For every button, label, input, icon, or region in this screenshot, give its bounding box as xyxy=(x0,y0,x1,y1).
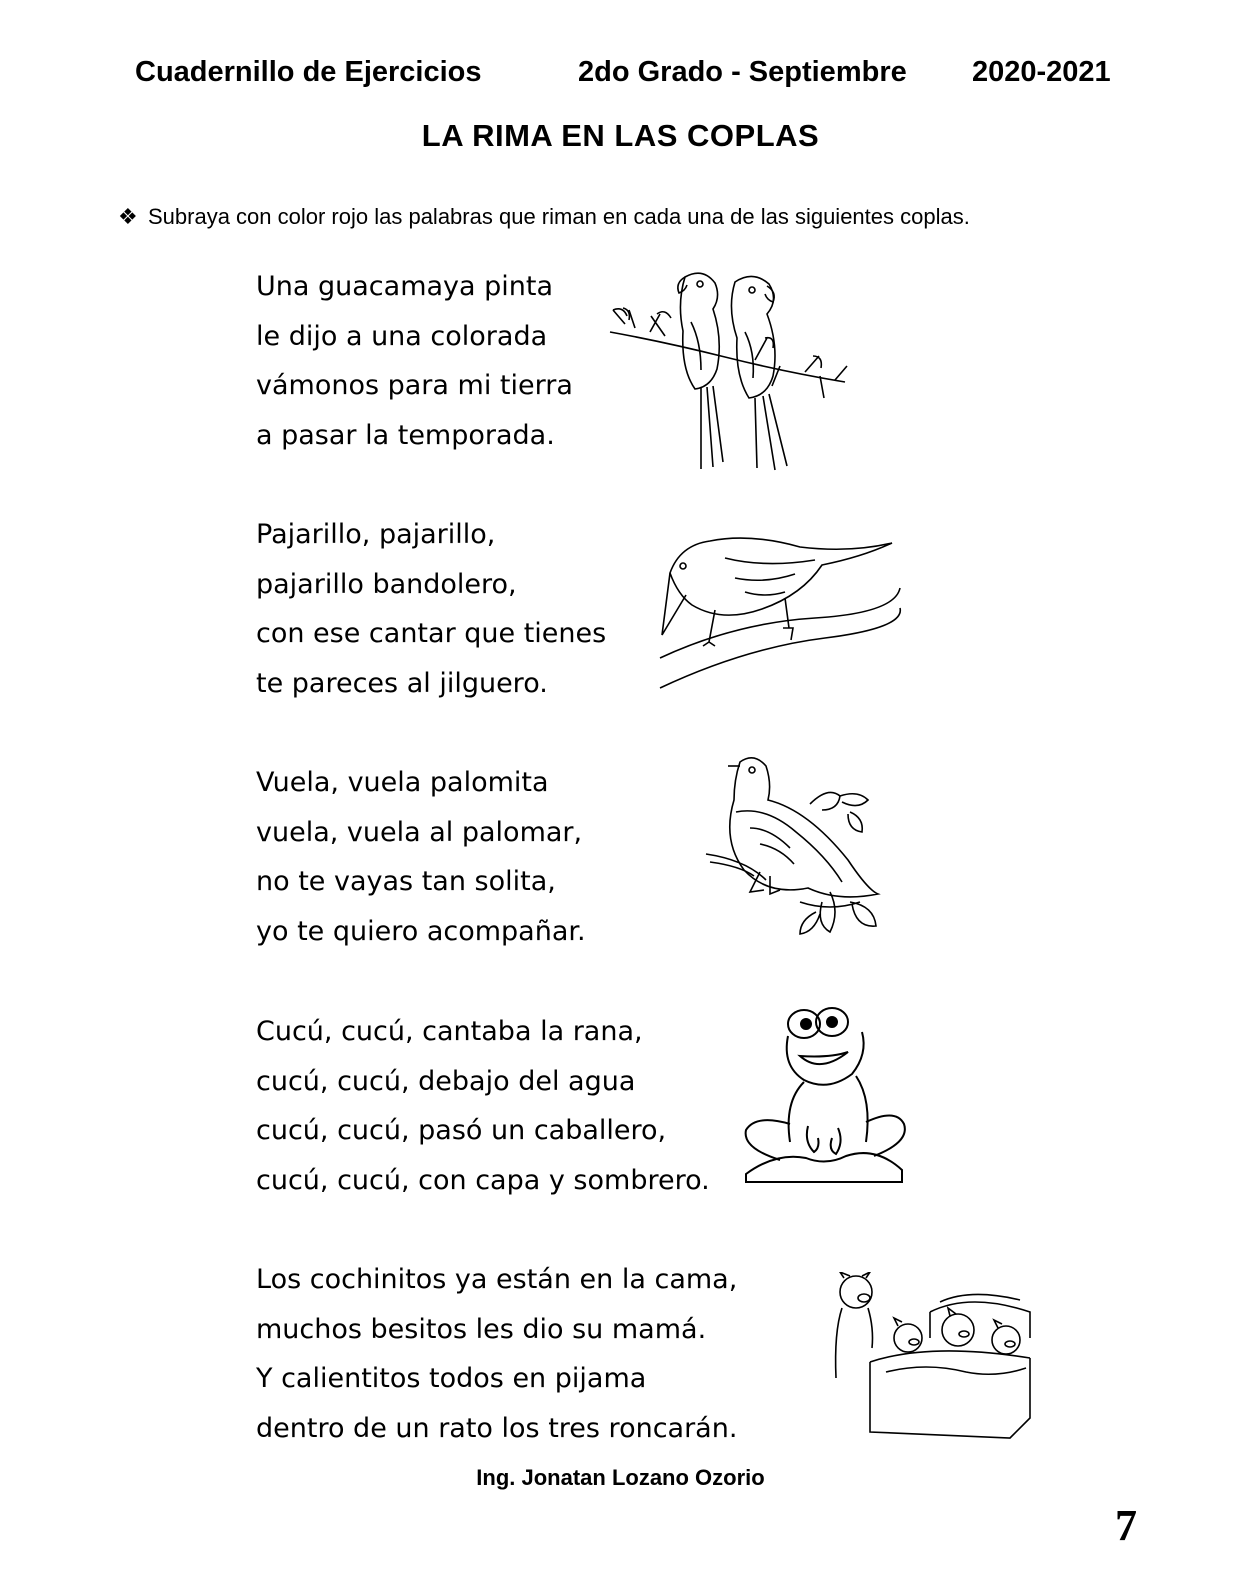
page-number: 7 xyxy=(1115,1501,1137,1550)
verse-line: a pasar la temporada. xyxy=(256,419,555,451)
verse-line: le dijo a una colorada xyxy=(256,320,548,352)
instruction-text: Subraya con color rojo las palabras que riman en cada una de las siguientes coplas. xyxy=(148,204,970,229)
verse-line: Cucú, cucú, cantaba la rana, xyxy=(256,1016,643,1047)
verse-line: Pajarillo, pajarillo, xyxy=(256,519,496,550)
verse-line: con ese cantar que tienes xyxy=(256,618,607,649)
copla-4 xyxy=(256,1007,776,1205)
verse-line: no te vayas tan solita, xyxy=(256,866,556,897)
page-header xyxy=(0,56,1241,102)
frog-illustration xyxy=(738,1004,910,1189)
verse-line: muchos besitos les dio su mamá. xyxy=(256,1313,707,1345)
parrots-illustration xyxy=(605,262,855,477)
verse-line: te pareces al jilguero. xyxy=(256,667,548,699)
bird-on-branch-illustration xyxy=(655,528,905,693)
verse-line: vámonos para mi tierra xyxy=(256,370,573,401)
verse-line: Una guacamaya pinta xyxy=(256,271,554,302)
verse-line: dentro de un rato los tres roncarán. xyxy=(256,1412,738,1444)
verse-line: Los cochinitos ya están en la cama, xyxy=(256,1264,738,1295)
verse-line: Y calientitos todos en pijama xyxy=(256,1363,647,1394)
verse-line: yo te quiero acompañar. xyxy=(256,915,586,947)
verse-line: Vuela, vuela palomita xyxy=(256,767,549,798)
diamond-bullet-icon: ❖ xyxy=(118,204,138,229)
header-workbook-title: Cuadernillo de Ejercicios xyxy=(135,56,482,88)
dove-illustration xyxy=(700,752,890,947)
verse-line: vuela, vuela al palomar, xyxy=(256,816,583,848)
copla-5 xyxy=(256,1255,776,1453)
page-title: LA RIMA EN LAS COPLAS xyxy=(421,118,820,153)
verse-line: cucú, cucú, pasó un caballero, xyxy=(256,1115,667,1146)
piglets-in-bed-illustration xyxy=(830,1272,1040,1442)
author-credit: Ing. Jonatan Lozano Ozorio xyxy=(476,1465,765,1490)
verse-line: pajarillo bandolero, xyxy=(256,568,517,600)
copla-3 xyxy=(256,758,776,956)
verse-line: cucú, cucú, debajo del agua xyxy=(256,1065,636,1097)
header-school-year: 2020-2021 xyxy=(972,56,1111,88)
instruction xyxy=(118,204,1178,230)
header-grade-month: 2do Grado - Septiembre xyxy=(578,56,907,88)
verse-line: cucú, cucú, con capa y sombrero. xyxy=(256,1164,710,1196)
